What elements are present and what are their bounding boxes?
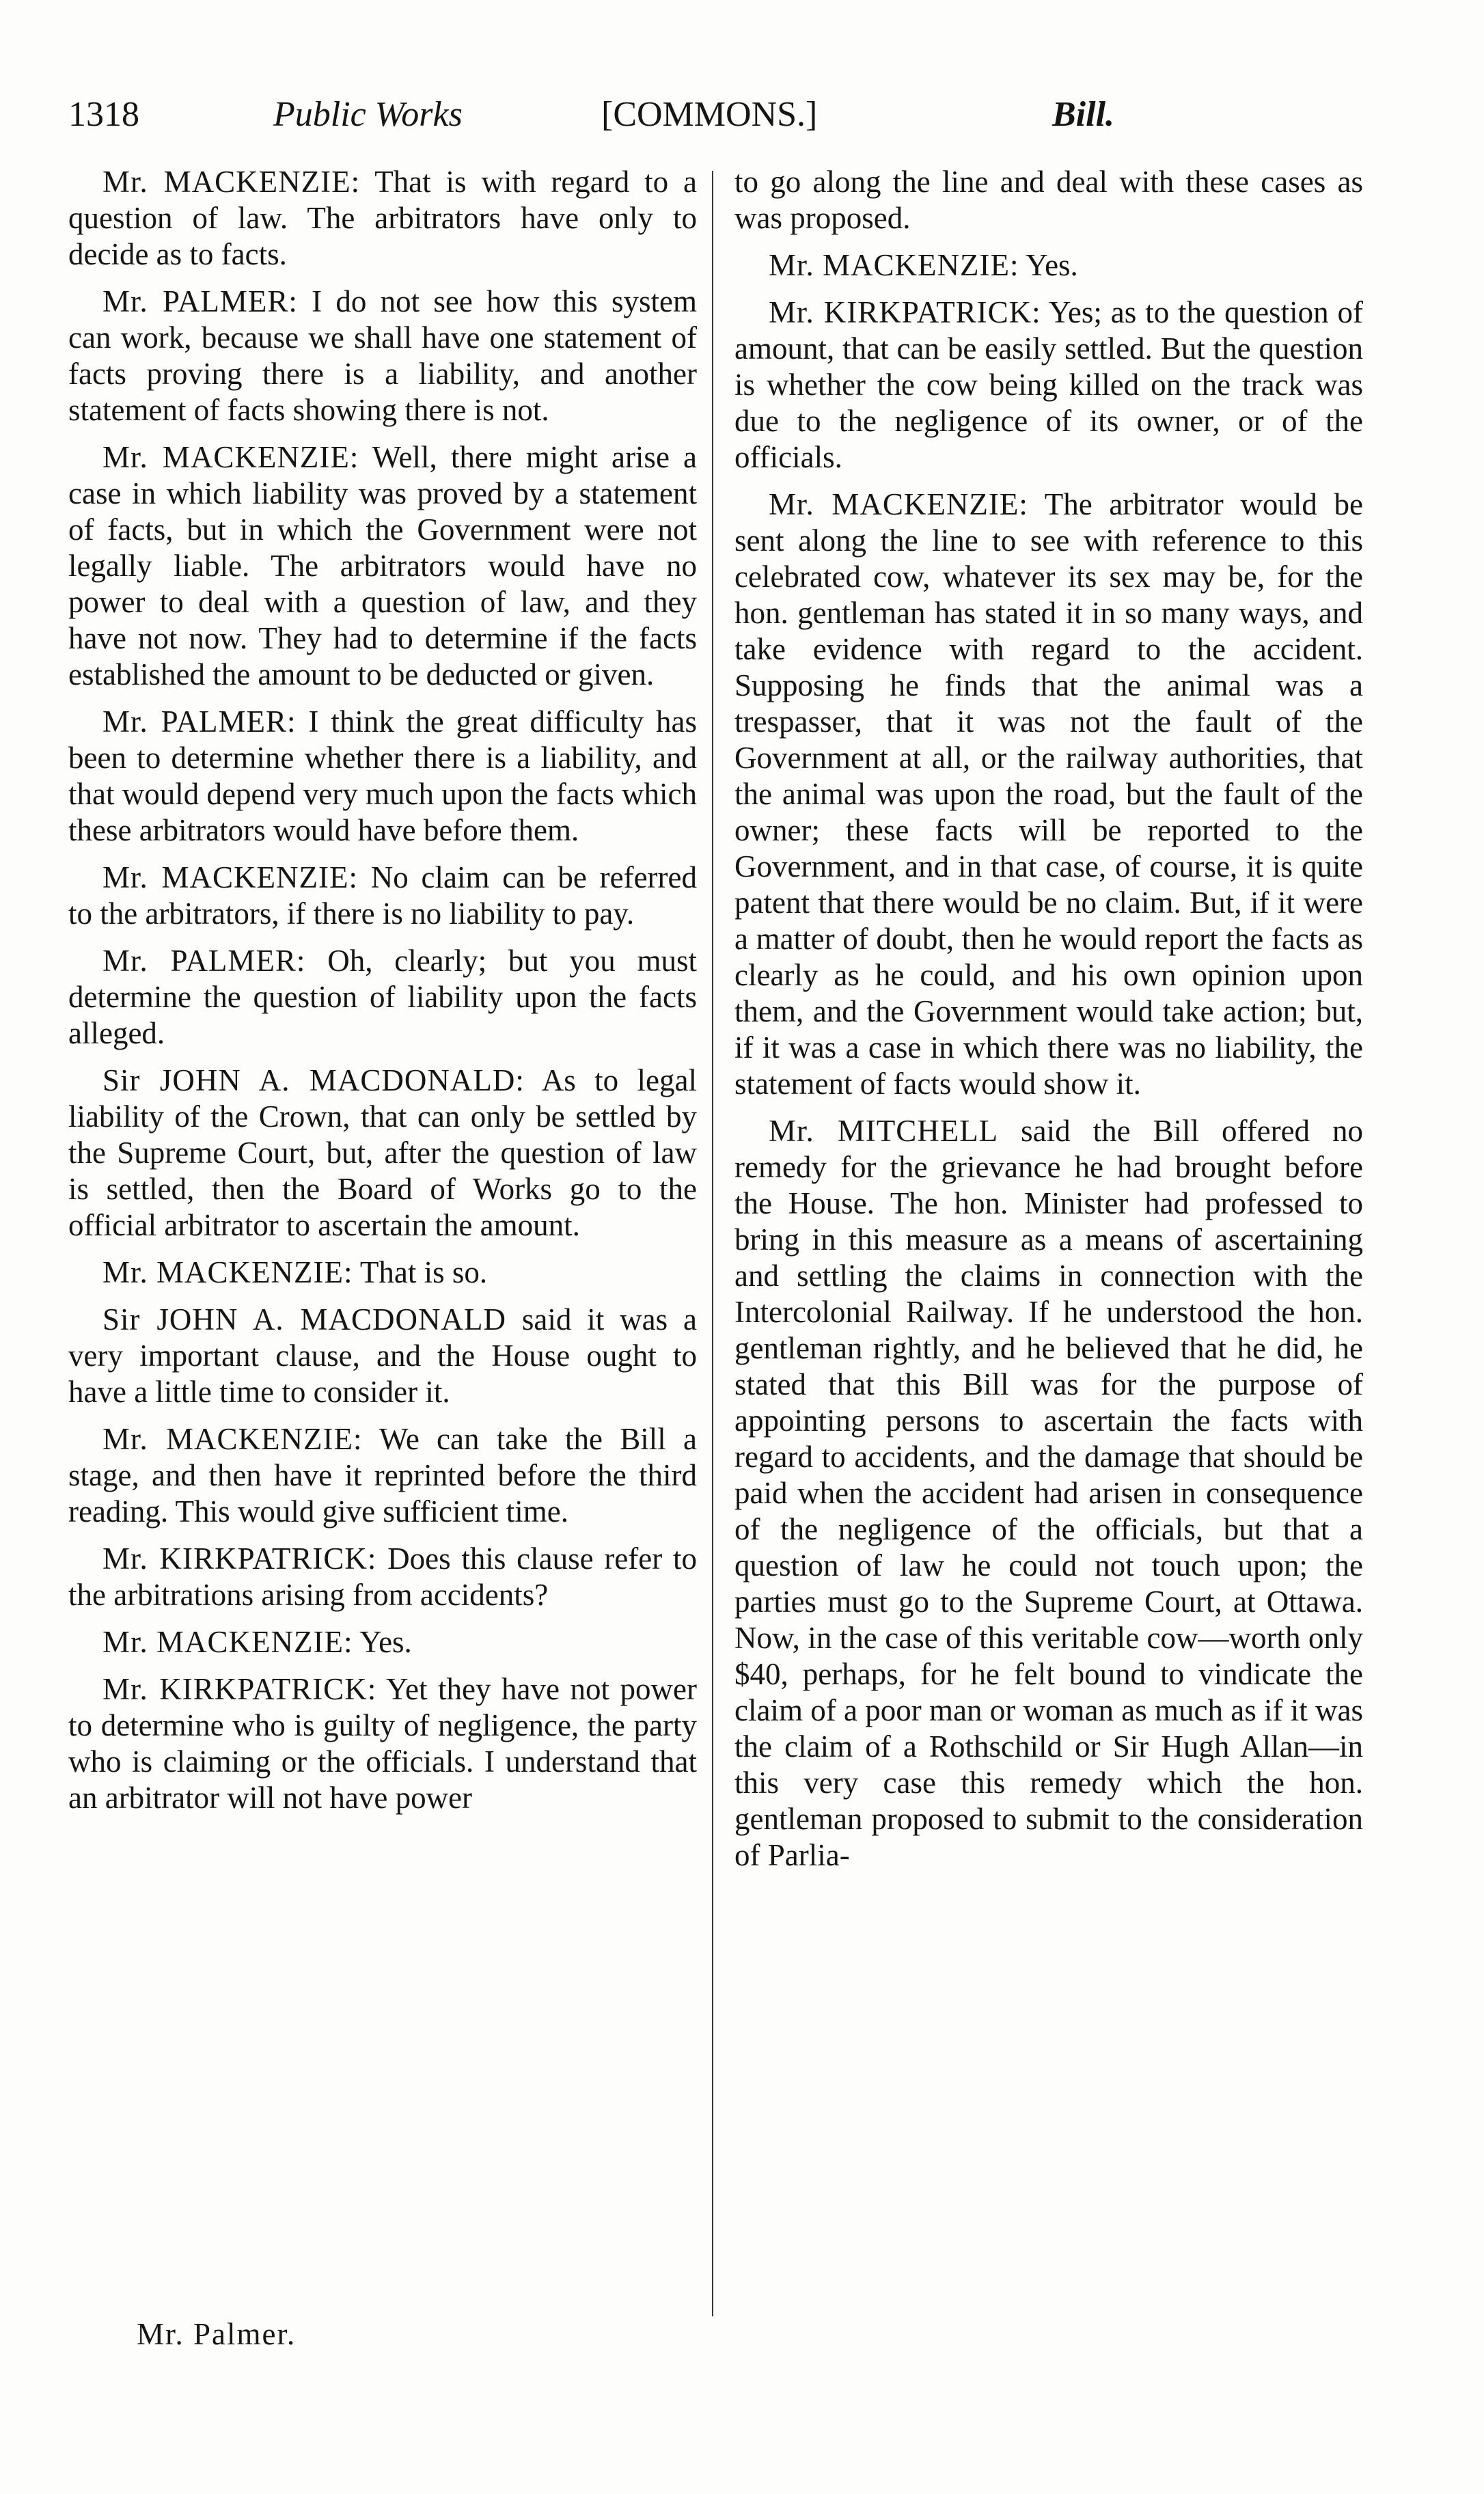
speech-text: said the Bill offered no remedy for the grievance he had brought before the House. The hon. Minister had professed to bring in this measure as a means of ascertaining and settling the claims in connection with the Intercolonial Railway. If he understood the hon. gentleman rightly, and he believed that he did, he stated that this Bill was for the purpose of appointing persons to ascertain the facts with regard to accidents, and the damage that should be paid when the accident had arisen in consequence of the negligence of the officials, but that a question of law he could not touch upon; the parties must go to the Supreme Court, at Ottawa. Now, in the case of this veritable cow—worth only $40, perhaps, for he felt bound to vindicate the claim of a poor man or woman as much as if it was the claim of a Rothschild or Sir Hugh Allan—in this very case this remedy which the hon. gentleman proposed to submit to the consideration of Parlia- bbox=[734, 1114, 1364, 1872]
speech-paragraph bbox=[68, 1671, 697, 1816]
speaker-name: Mr. MACKENZIE: bbox=[102, 1255, 353, 1289]
header-house-title: [COMMONS.] bbox=[601, 95, 818, 134]
speaker-name: Mr. MACKENZIE: bbox=[769, 487, 1028, 521]
speaker-name: Mr. MACKENZIE: bbox=[102, 1422, 363, 1456]
left-column bbox=[68, 164, 697, 1827]
speech-text: That is so. bbox=[353, 1255, 488, 1289]
speech-paragraph bbox=[68, 1063, 697, 1244]
header-bill-title: Bill. bbox=[1052, 95, 1115, 134]
speech-text: Yes; as to the question of amount, that can be easily settled. But the question is whether the cow being killed on the track was due to the negligence of its owner, or of the officials. bbox=[734, 295, 1363, 474]
speaker-name: Mr. MACKENZIE: bbox=[102, 1625, 353, 1659]
speaker-name: Mr. KIRKPATRICK: bbox=[102, 1541, 377, 1576]
speech-text: That is with regard to a question of law. The arbitrators have only to decide as to facts. bbox=[68, 165, 697, 271]
speech-text: Oh, clearly; but you must determine the question of liability upon the facts alleged. bbox=[68, 944, 697, 1050]
speaker-name: Mr. KIRKPATRICK: bbox=[769, 295, 1041, 329]
speech-text: Well, there might arise a case in which liability was proved by a statement of facts, but in which the Government were not legally liable. The arbitrators would have no power to deal with a question of law, and they have not now. They had to determine if the facts established the amount to be deducted or given. bbox=[68, 440, 697, 691]
speaker-name: Mr. PALMER: bbox=[102, 284, 298, 318]
speaker-name: Mr. MACKENZIE: bbox=[102, 440, 359, 474]
speaker-name: Sir JOHN A. MACDONALD: bbox=[102, 1063, 525, 1097]
page-number: 1318 bbox=[68, 95, 139, 134]
speech-paragraph bbox=[734, 1113, 1363, 1874]
speech-text: Does this clause refer to the arbitrations arising from accidents? bbox=[68, 1541, 697, 1612]
speech-text: I think the great difficulty has been to determine whether there is a liability, and that would depend very much upon the facts which these arbitrators would have before them. bbox=[68, 704, 698, 847]
header-section-title: Public Works bbox=[273, 95, 463, 134]
speech-paragraph bbox=[734, 247, 1363, 284]
speaker-name: Mr. KIRKPATRICK: bbox=[102, 1672, 377, 1706]
speech-text: No claim can be referred to the arbitrators, if there is no liability to pay. bbox=[68, 860, 697, 931]
catchword: Mr. Palmer. bbox=[137, 2317, 297, 2351]
speech-text: Yes. bbox=[1019, 248, 1078, 282]
speech-paragraph bbox=[68, 860, 697, 932]
speech-paragraph bbox=[68, 1255, 697, 1291]
speech-text: Yes. bbox=[353, 1625, 412, 1659]
speech-paragraph bbox=[68, 439, 697, 693]
speech-text: As to legal liability of the Crown, that can only be settled by the Supreme Court, but, after the question of law is settled, then the Board of Works go to the official arbitrator to ascertain the amount. bbox=[68, 1063, 697, 1242]
speech-paragraph bbox=[68, 1421, 697, 1530]
speech-paragraph bbox=[68, 1624, 697, 1660]
speech-paragraph bbox=[734, 294, 1363, 476]
speech-paragraph bbox=[68, 704, 697, 849]
running-header bbox=[68, 87, 1366, 142]
speech-text: We can take the Bill a stage, and then have it reprinted before the third reading. This would give sufficient time. bbox=[68, 1422, 697, 1529]
speaker-name: Mr. MITCHELL bbox=[769, 1114, 999, 1148]
speaker-name: Mr. PALMER: bbox=[102, 944, 306, 978]
speech-text: Yet they have not power to determine who is guilty of negligence, the party who is claiming or the officials. I understand that an arbitrator will not have power bbox=[68, 1672, 697, 1815]
speech-text: said it was a very important clause, and the House ought to have a little time to consider it. bbox=[68, 1302, 697, 1409]
speech-paragraph bbox=[68, 1302, 697, 1410]
speech-text: The arbitrator would be sent along the line to see with reference to this celebrated cow, whatever its sex may be, for the hon. gentleman has stated it in so many ways, and take evidence with regard to the accident. Supposing he finds that the animal was a trespasser, that it was not the fault of the Government at all, or the railway authorities, that the animal was upon the road, but the fault of the owner; these facts will be reported to the Government, and in that case, of course, it is quite patent that there would be no claim. But, if it were a matter of doubt, then he would report the facts as clearly as he could, and his own opinion upon them, and the Government would take action; but, if it was a case in which there was no liability, the statement of facts would show it. bbox=[734, 487, 1363, 1101]
speaker-name: Mr. MACKENZIE: bbox=[102, 165, 361, 199]
speech-text: I do not see how this system can work, because we shall have one statement of facts proving there is a liability, and another statement of facts showing there is not. bbox=[68, 284, 697, 427]
speaker-name: Mr. PALMER: bbox=[102, 704, 297, 739]
speech-paragraph bbox=[734, 164, 1363, 236]
speaker-name: Mr. MACKENZIE: bbox=[769, 248, 1019, 282]
speech-paragraph bbox=[68, 943, 697, 1052]
speech-text: to go along the line and deal with these cases as was proposed. bbox=[734, 165, 1363, 235]
right-column bbox=[734, 164, 1363, 1885]
speech-paragraph bbox=[68, 284, 697, 428]
speech-paragraph bbox=[68, 1541, 697, 1613]
column-divider bbox=[712, 171, 713, 2316]
speech-paragraph bbox=[68, 164, 697, 273]
speech-paragraph bbox=[734, 487, 1363, 1102]
speaker-name: Sir JOHN A. MACDONALD bbox=[102, 1302, 506, 1337]
speaker-name: Mr. MACKENZIE: bbox=[102, 860, 358, 894]
